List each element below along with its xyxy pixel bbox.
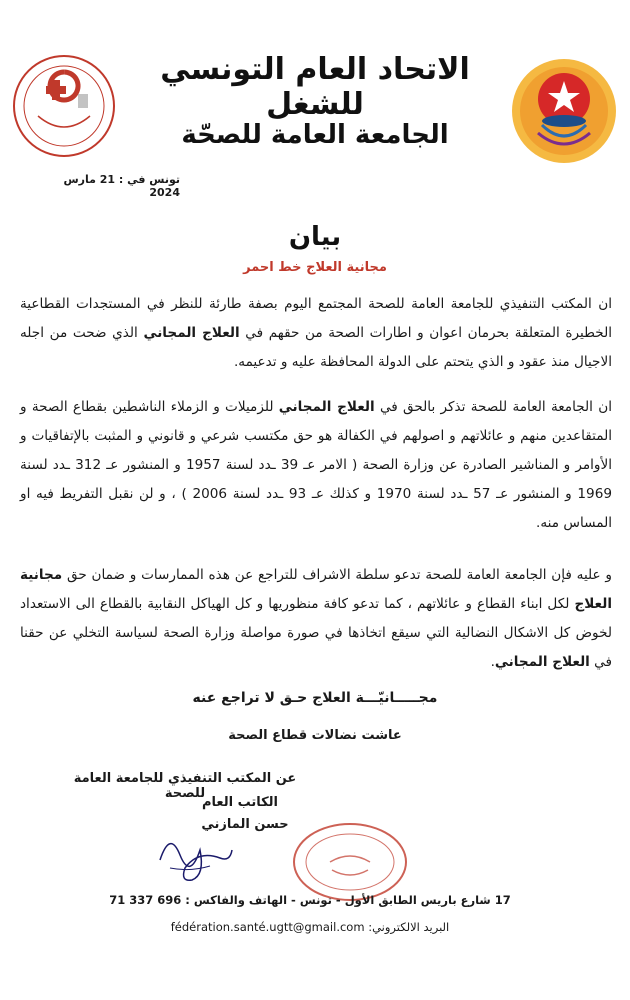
signature-title: الكاتب العام	[201, 795, 279, 810]
signature-organization: عن المكتب التنفيذي للجامعة العامة للصحة	[73, 771, 297, 801]
statement-heading: بيان	[288, 222, 342, 252]
date-line: تونس في : 21 مارس 2024	[63, 173, 180, 199]
federation-logo	[8, 50, 120, 162]
slogan-free-treatment: مجـــــانيّـــة العلاج حـق لا تراجع عنه	[192, 690, 438, 706]
organization-name: الاتحاد العام التونسي للشغل	[160, 52, 470, 122]
handwritten-signature	[150, 820, 240, 890]
paragraph-1: ان المكتب التنفيذي للجامعة العامة للصحة المجتمع اليوم بصفة طارئة للنظر في المستجدات القطاعية الخطيرة المتعلقة بحرمان اعوان و اطارات الصحة من حقهم في العلاج المجاني الذي ضحت من اجله الاجيال منذ عقود و الذي يتحتم على الدولة المحافظة عليه و تدعيمه.	[20, 296, 612, 370]
email-address[interactable]: fédération.santé.ugtt@gmail.com	[170, 920, 365, 934]
footer-address: 17 شارع باريس الطابق الأول - تونس - الهاتف والفاكس : 696 337 71	[109, 893, 511, 907]
signatory-name: حسن المازني	[201, 817, 289, 832]
slogan-struggles: عاشت نضالات قطاع الصحة	[228, 728, 402, 743]
paragraph-2: ان الجامعة العامة للصحة تذكر بالحق في العلاج المجاني للزميلات و الزملاء الناشطين بقطاع الصحة و المتقاعدين منهم و عائلاتهم و اصولهم في الكفالة هو حق مكتسب شرعي و قانوني و المثبت بالإتفاقيات و الأوامر و المناشير الصادرة عن وزارة الصحة ( الامر عـ 39 ـدد لسنة 1957 و المنشور عـ 312 ـدد لسنة 1969 و المنشور عـ 57 ـدد لسنة 1970 و كذلك عـ 93 ـدد لسنة 2006 ) ، و لن نقبل التفريط فيه او المساس منه.	[20, 399, 612, 531]
federation-name: الجامعة العامة للصحّة	[181, 120, 449, 150]
ugtt-logo	[508, 55, 620, 170]
footer-email-row	[150, 920, 470, 934]
paragraph-3: و عليه فإن الجامعة العامة للصحة تدعو سلطة الاشراف للتراجع عن هذه الممارسات و ضمان حق مجانية العلاج لكل ابناء القطاع و عائلاتهم ، كما تدعو كافة منظوريها و كل الهياكل النقابية بالقطاع الى الاستعداد لخوض كل الاشكال النضالية التي سيقع اتخاذها في صورة مواصلة وزارة الصحة لسياسة التخلي عن حقنا في العلاج المجاني.	[20, 567, 612, 670]
email-label: البريد الالكتروني:	[364, 920, 450, 934]
statement-subheading: مجانية العلاج خط احمر	[243, 260, 387, 275]
